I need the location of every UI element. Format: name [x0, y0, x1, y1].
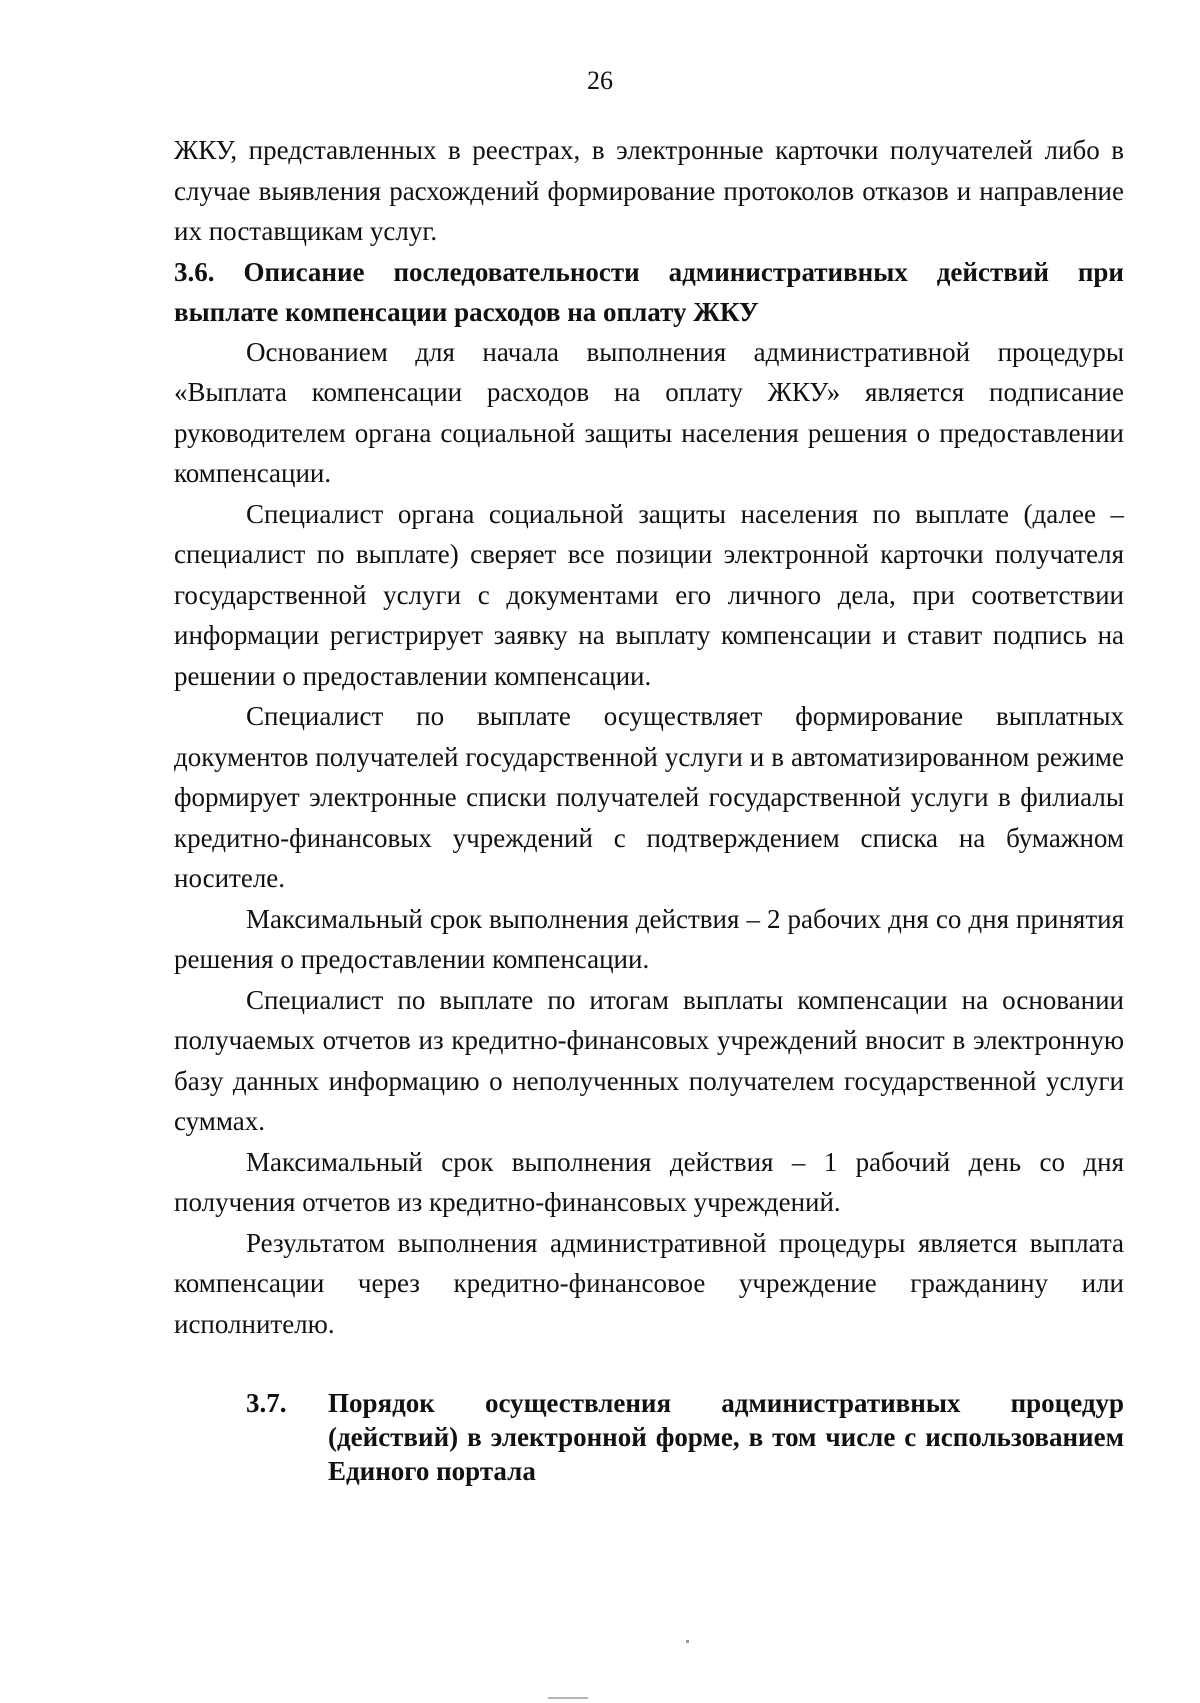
scan-speck [686, 1640, 689, 1643]
body-paragraph: Максимальный срок выполнения действия – 2 рабочих дня со дня принятия решения о предоставлении компенсации. [174, 903, 1124, 974]
continuation-paragraph: ЖКУ, представленных в реестрах, в электронные карточки получателей либо в случае выявления расхождений формирование протоколов отказов и направление их поставщикам услуг. [174, 135, 1124, 246]
section-heading-3-6: 3.6. Описание последовательности административных действий при выплате компенсации расходов на оплату ЖКУ [174, 256, 1124, 327]
body-paragraph: Основанием для начала выполнения административной процедуры «Выплата компенсации расходов на оплату ЖКУ» является подписание руководителем органа социальной защиты населения решения о предоставлении компенсации. [174, 336, 1124, 488]
section-title: Порядок осуществления административных процедур (действий) в электронной форме, в том числе с использованием Единого портала [328, 1388, 1124, 1486]
body-paragraph: Результатом выполнения административной процедуры является выплата компенсации через кредитно-финансовое учреждение гражданину или исполнителю. [174, 1227, 1124, 1339]
body-paragraph: Специалист органа социальной защиты населения по выплате (далее – специалист по выплате) сверяет все позиции электронной карточки получателя государственной услуги с документами его личного дела, при соответствии информации регистрирует заявку на выплату компенсации и ставит подпись на решении о предоставлении компенсации. [174, 498, 1124, 691]
body-paragraph: Максимальный срок выполнения действия – 1 рабочий день со дня получения отчетов из кредитно-финансовых учреждений. [174, 1146, 1124, 1217]
body-paragraph: Специалист по выплате по итогам выплаты компенсации на основании получаемых отчетов из кредитно-финансовых учреждений вносит в электронную базу данных информацию о неполученных получателем государственной услуги суммах. [174, 984, 1124, 1136]
section-heading-3-7 [246, 1386, 1124, 1488]
page-content [174, 130, 1124, 1488]
page-number: 26 [587, 66, 613, 95]
section-number: 3.7. [246, 1388, 287, 1418]
body-paragraph: Специалист по выплате осуществляет формирование выплатных документов получателей государственной услуги и в автоматизированном режиме формирует электронные списки получателей государственной услуги в филиалы кредитно-финансовых учреждений с подтверждением списка на бумажном носителе. [174, 701, 1124, 893]
scan-speck [548, 1697, 588, 1699]
